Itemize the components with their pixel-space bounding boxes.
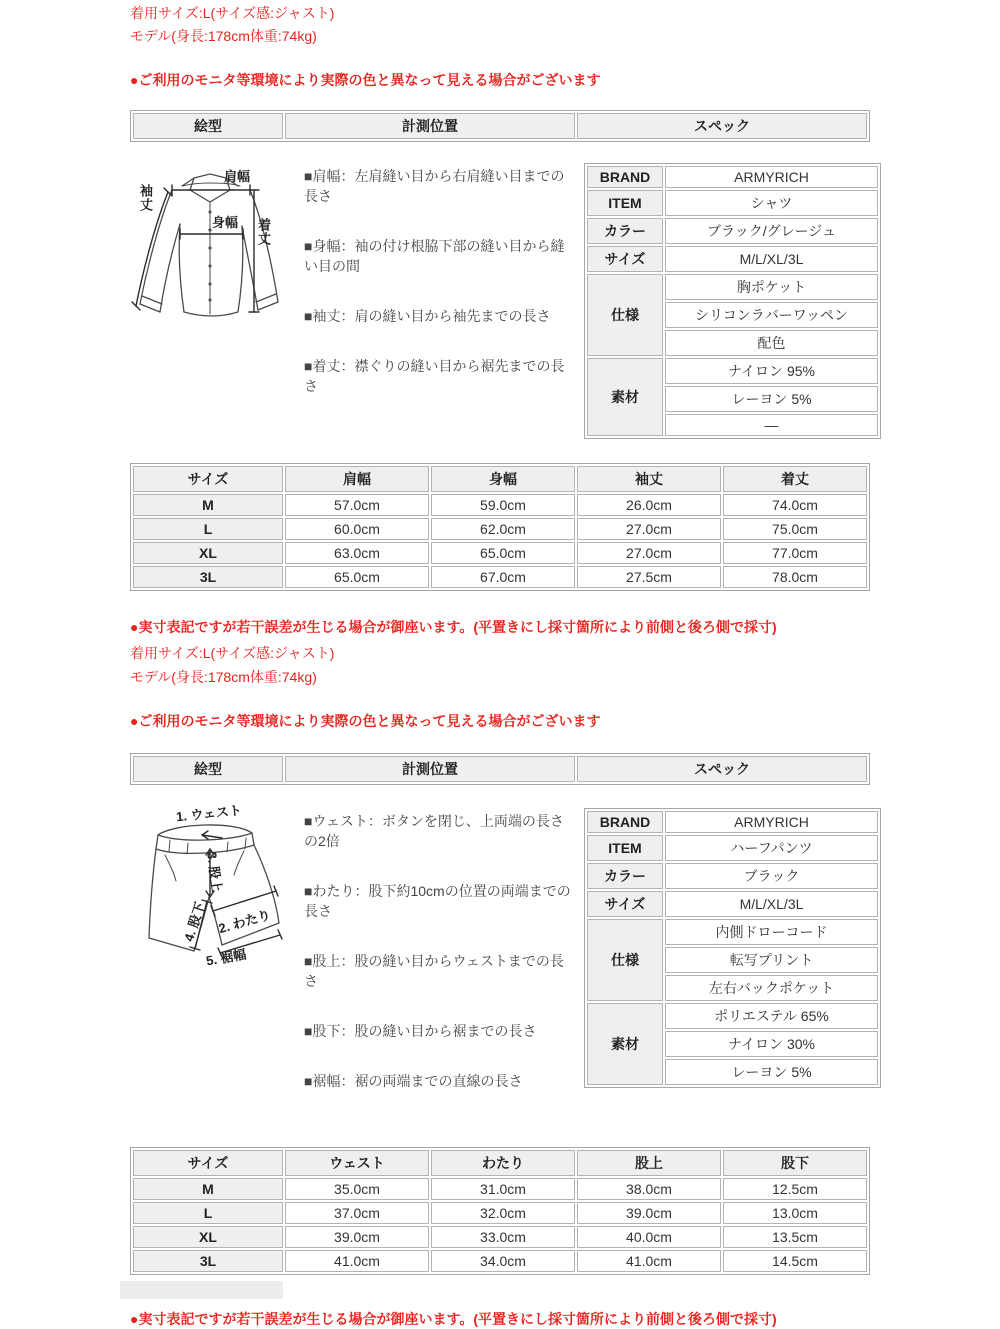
size-column-header: わたり bbox=[431, 1150, 575, 1176]
measurement-description: ■ウェスト：ボタンを閉じ、上両端の長さの2倍 bbox=[304, 813, 564, 849]
spec-row bbox=[587, 811, 878, 833]
pants-section bbox=[130, 803, 870, 1121]
spec-value: ブラック bbox=[665, 863, 878, 889]
spec-value: ハーフパンツ bbox=[665, 835, 878, 861]
measurement-description: ■股下：股の縫い目から裾までの長さ bbox=[304, 1023, 537, 1039]
size-value: 14.5cm bbox=[723, 1250, 867, 1272]
measurement-description: ■肩幅：左肩縫い目から右肩縫い目までの長さ bbox=[304, 168, 565, 204]
size-value: 65.0cm bbox=[431, 542, 575, 564]
diagram-label-sleeve-length: 袖丈 bbox=[138, 184, 153, 212]
size-value: 41.0cm bbox=[577, 1250, 721, 1272]
monitor-note-2: ●ご利用のモニタ等環境により実際の色と異なって見える場合がございます bbox=[130, 713, 601, 729]
size-value: 57.0cm bbox=[285, 494, 429, 516]
spec-label: サイズ bbox=[587, 891, 663, 917]
spec-row bbox=[587, 1003, 878, 1029]
diagram-label-inseam: 4. 股下 bbox=[181, 900, 208, 944]
size-value: 39.0cm bbox=[577, 1202, 721, 1224]
spec-value: シリコンラバーワッペン bbox=[665, 302, 878, 328]
spec-value: 左右バックポケット bbox=[665, 975, 878, 1001]
spec-row bbox=[587, 218, 878, 244]
pants-measurement-descriptions bbox=[298, 803, 584, 1121]
spec-row bbox=[587, 166, 878, 188]
measurement-description: ■股上：股の縫い目からウェストまでの長さ bbox=[304, 953, 564, 989]
monitor-note: ●ご利用のモニタ等環境により実際の色と異なって見える場合がございます bbox=[130, 72, 601, 88]
shirt-measurement-descriptions bbox=[298, 158, 584, 426]
pants-diagram-column bbox=[130, 803, 298, 975]
spec-label: サイズ bbox=[587, 246, 663, 272]
size-row-label: XL bbox=[133, 542, 283, 564]
size-column-header: 身幅 bbox=[431, 466, 575, 492]
pants-size-table bbox=[130, 1147, 870, 1275]
size-value: 27.5cm bbox=[577, 566, 721, 588]
measurement-description: ■わたり：股下約10cmの位置の両端までの長さ bbox=[304, 883, 571, 919]
size-column-header: 股上 bbox=[577, 1150, 721, 1176]
pants-diagram bbox=[130, 802, 295, 975]
column-header-spec: スペック bbox=[577, 113, 867, 139]
spec-value: ポリエステル 65% bbox=[665, 1003, 878, 1029]
size-value: 12.5cm bbox=[723, 1178, 867, 1200]
size-value: 31.0cm bbox=[431, 1178, 575, 1200]
size-header-row bbox=[133, 1150, 867, 1176]
size-header-row bbox=[133, 466, 867, 492]
spec-value: ブラック/グレージュ bbox=[665, 218, 878, 244]
diagram-label-waist: 1. ウェスト bbox=[175, 802, 243, 825]
column-header-position: 計測位置 bbox=[285, 113, 575, 139]
size-column-header: 着丈 bbox=[723, 466, 867, 492]
size-value: 78.0cm bbox=[723, 566, 867, 588]
diagram-label-shoulder-width: 肩幅 bbox=[224, 169, 251, 184]
shirt-section-header-table bbox=[130, 110, 870, 142]
section-header-row bbox=[133, 113, 867, 139]
size-value: 35.0cm bbox=[285, 1178, 429, 1200]
shirt-section bbox=[130, 158, 870, 439]
size-row-label: 3L bbox=[133, 566, 283, 588]
size-row-label: 3L bbox=[133, 1250, 283, 1272]
size-row bbox=[133, 566, 867, 588]
column-header-position: 計測位置 bbox=[285, 756, 575, 782]
size-row-label: M bbox=[133, 1178, 283, 1200]
diagram-label-rise: 3. 股上 bbox=[204, 850, 225, 894]
size-value: 40.0cm bbox=[577, 1226, 721, 1248]
diagram-label-body-width: 身幅 bbox=[212, 215, 239, 230]
size-row bbox=[133, 1226, 867, 1248]
spec-label: 素材 bbox=[587, 1003, 663, 1085]
spec-row bbox=[587, 190, 878, 216]
size-value: 26.0cm bbox=[577, 494, 721, 516]
size-value: 65.0cm bbox=[285, 566, 429, 588]
size-value: 75.0cm bbox=[723, 518, 867, 540]
shirt-diagram bbox=[130, 164, 295, 324]
pants-spec-table bbox=[584, 808, 881, 1088]
size-value: 74.0cm bbox=[723, 494, 867, 516]
wear-size-note-2: 着用サイズ:L(サイズ感:ジャスト) bbox=[130, 645, 335, 661]
spec-row bbox=[587, 919, 878, 945]
diagram-label-thigh: 2. わたり bbox=[216, 906, 273, 937]
size-value: 60.0cm bbox=[285, 518, 429, 540]
measurement-description: ■袖丈：肩の縫い目から袖先までの長さ bbox=[304, 308, 551, 324]
spec-row bbox=[587, 835, 878, 861]
size-value: 13.0cm bbox=[723, 1202, 867, 1224]
size-value: 38.0cm bbox=[577, 1178, 721, 1200]
spec-value: ARMYRICH bbox=[665, 811, 878, 833]
size-value: 67.0cm bbox=[431, 566, 575, 588]
spec-value: ― bbox=[665, 414, 878, 436]
spec-label: 仕様 bbox=[587, 274, 663, 356]
size-value: 34.0cm bbox=[431, 1250, 575, 1272]
spec-value: M/L/XL/3L bbox=[665, 246, 878, 272]
spec-label: カラー bbox=[587, 218, 663, 244]
size-value: 41.0cm bbox=[285, 1250, 429, 1272]
size-row-label: XL bbox=[133, 1226, 283, 1248]
column-header-pattern: 絵型 bbox=[133, 113, 283, 139]
size-row bbox=[133, 1250, 867, 1272]
spec-value: 胸ポケット bbox=[665, 274, 878, 300]
column-header-pattern: 絵型 bbox=[133, 756, 283, 782]
spec-row bbox=[587, 274, 878, 300]
size-row bbox=[133, 494, 867, 516]
measure-disclaimer-note: ●実寸表記ですが若干誤差が生じる場合が御座います。(平置きにし採寸箇所により前側と後ろ側で採寸) bbox=[130, 619, 777, 635]
measurement-description: ■身幅：袖の付け根脇下部の縫い目から縫い目の間 bbox=[304, 238, 565, 274]
size-value: 37.0cm bbox=[285, 1202, 429, 1224]
spec-value: 転写プリント bbox=[665, 947, 878, 973]
size-value: 27.0cm bbox=[577, 542, 721, 564]
size-value: 63.0cm bbox=[285, 542, 429, 564]
pants-section-header-table bbox=[130, 753, 870, 785]
pants-spec-column bbox=[584, 803, 881, 1088]
spec-row bbox=[587, 358, 878, 384]
spec-row bbox=[587, 246, 878, 272]
spec-label: 仕様 bbox=[587, 919, 663, 1001]
spec-label: BRAND bbox=[587, 811, 663, 833]
size-row bbox=[133, 518, 867, 540]
size-row bbox=[133, 1202, 867, 1224]
clipped-table-fragment bbox=[120, 1281, 283, 1299]
size-row-label: L bbox=[133, 1202, 283, 1224]
shirt-spec-table bbox=[584, 163, 881, 439]
spec-value: ARMYRICH bbox=[665, 166, 878, 188]
size-column-header: 肩幅 bbox=[285, 466, 429, 492]
size-column-header: サイズ bbox=[133, 466, 283, 492]
size-value: 32.0cm bbox=[431, 1202, 575, 1224]
spec-value: M/L/XL/3L bbox=[665, 891, 878, 917]
size-value: 77.0cm bbox=[723, 542, 867, 564]
spec-value: レーヨン 5% bbox=[665, 1059, 878, 1085]
size-row bbox=[133, 542, 867, 564]
spec-value: レーヨン 5% bbox=[665, 386, 878, 412]
spec-value: 配色 bbox=[665, 330, 878, 356]
shirt-spec-column bbox=[584, 158, 881, 439]
shirt-size-table bbox=[130, 463, 870, 591]
model-note: モデル(身長:178cm体重:74kg) bbox=[130, 28, 317, 44]
measure-disclaimer-note-2: ●実寸表記ですが若干誤差が生じる場合が御座います。(平置きにし採寸箇所により前側と後ろ側で採寸) bbox=[130, 1311, 777, 1327]
size-row-label: M bbox=[133, 494, 283, 516]
wear-size-note: 着用サイズ:L(サイズ感:ジャスト) bbox=[130, 5, 335, 21]
size-value: 62.0cm bbox=[431, 518, 575, 540]
size-value: 13.5cm bbox=[723, 1226, 867, 1248]
size-column-header: 股下 bbox=[723, 1150, 867, 1176]
size-row bbox=[133, 1178, 867, 1200]
spec-label: 素材 bbox=[587, 358, 663, 436]
size-column-header: 袖丈 bbox=[577, 466, 721, 492]
diagram-label-length: 着丈 bbox=[256, 218, 271, 246]
spec-value: ナイロン 30% bbox=[665, 1031, 878, 1057]
measurement-description: ■裾幅：裾の両端までの直線の長さ bbox=[304, 1073, 523, 1089]
spec-row bbox=[587, 863, 878, 889]
shirt-diagram-column bbox=[130, 158, 298, 324]
spec-label: BRAND bbox=[587, 166, 663, 188]
spec-label: ITEM bbox=[587, 835, 663, 861]
size-value: 27.0cm bbox=[577, 518, 721, 540]
spec-label: ITEM bbox=[587, 190, 663, 216]
spec-value: シャツ bbox=[665, 190, 878, 216]
spec-value: ナイロン 95% bbox=[665, 358, 878, 384]
column-header-spec: スペック bbox=[577, 756, 867, 782]
section-header-row bbox=[133, 756, 867, 782]
measurement-description: ■着丈：襟ぐりの縫い目から裾先までの長さ bbox=[304, 358, 565, 394]
size-value: 59.0cm bbox=[431, 494, 575, 516]
size-value: 39.0cm bbox=[285, 1226, 429, 1248]
spec-label: カラー bbox=[587, 863, 663, 889]
size-column-header: ウェスト bbox=[285, 1150, 429, 1176]
spec-row bbox=[587, 891, 878, 917]
model-note-2: モデル(身長:178cm体重:74kg) bbox=[130, 669, 317, 685]
size-value: 33.0cm bbox=[431, 1226, 575, 1248]
spec-value: 内側ドローコード bbox=[665, 919, 878, 945]
size-row-label: L bbox=[133, 518, 283, 540]
size-column-header: サイズ bbox=[133, 1150, 283, 1176]
diagram-label-hem-width: 5. 裾幅 bbox=[204, 946, 248, 969]
